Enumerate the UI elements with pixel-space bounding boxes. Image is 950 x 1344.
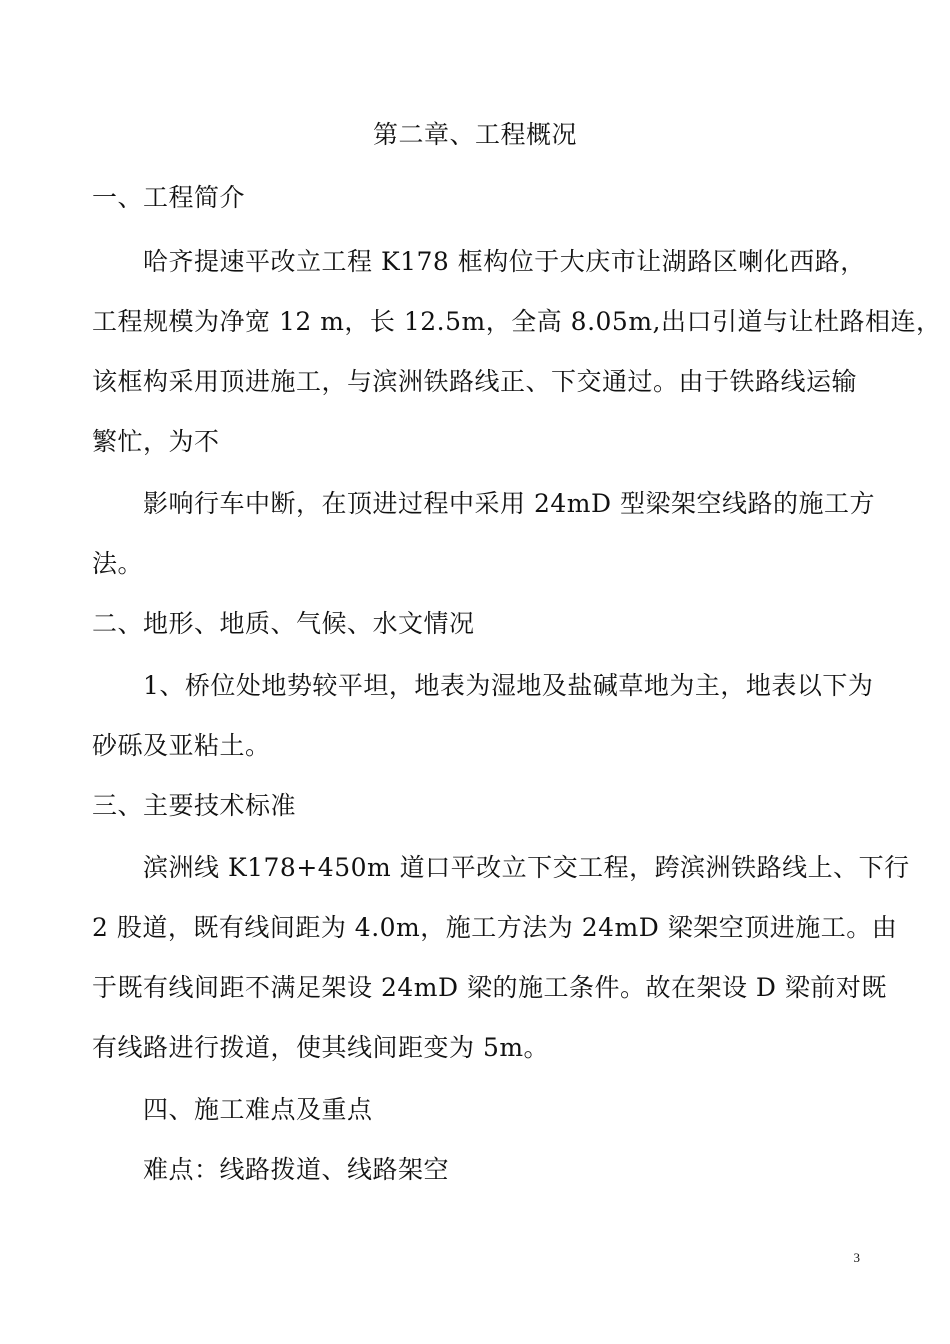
page-number: 3 [853,1250,860,1265]
paragraph-line: 砂砾及亚粘土。 [92,731,271,760]
paragraph-line: 2 股道，既有线间距为 4.0m，施工方法为 24mD 梁架空顶进施工。由 [92,913,898,942]
paragraph-line: 1、桥位处地势较平坦，地表为湿地及盐碱草地为主，地表以下为 [143,671,874,700]
paragraph-line: 繁忙，为不 [92,427,220,456]
paragraph-line: 滨洲线 K178+450m 道口平改立下交工程，跨滨洲铁路线上、下行 [143,853,910,882]
paragraph-line: 有线路进行拨道，使其线间距变为 5m。 [92,1033,550,1062]
section-heading-standards: 三、主要技术标准 [92,791,297,820]
paragraph-line: 法。 [92,549,144,578]
paragraph-line: 影响行车中断，在顶进过程中采用 24mD 型梁架空线路的施工方 [143,489,875,518]
chapter-title: 第二章、工程概况 [372,120,577,149]
section-heading-overview: 一、工程简介 [92,183,246,212]
paragraph-line: 难点：线路拨道、线路架空 [143,1155,450,1184]
paragraph-line: 该框构采用顶进施工，与滨洲铁路线正、下交通过。由于铁路线运输 [92,367,858,396]
section-heading-terrain: 二、地形、地质、气候、水文情况 [92,609,475,638]
paragraph-line: 哈齐提速平改立工程 K178 框构位于大庆市让湖路区喇化西路， [143,247,866,276]
paragraph-line: 工程规模为净宽 12 m，长 12.5m，全高 8.05m,出口引道与让杜路相连， [92,307,942,336]
paragraph-line: 于既有线间距不满足架设 24mD 梁的施工条件。故在架设 D 梁前对既 [92,973,887,1002]
section-heading-difficulties: 四、施工难点及重点 [143,1095,373,1124]
